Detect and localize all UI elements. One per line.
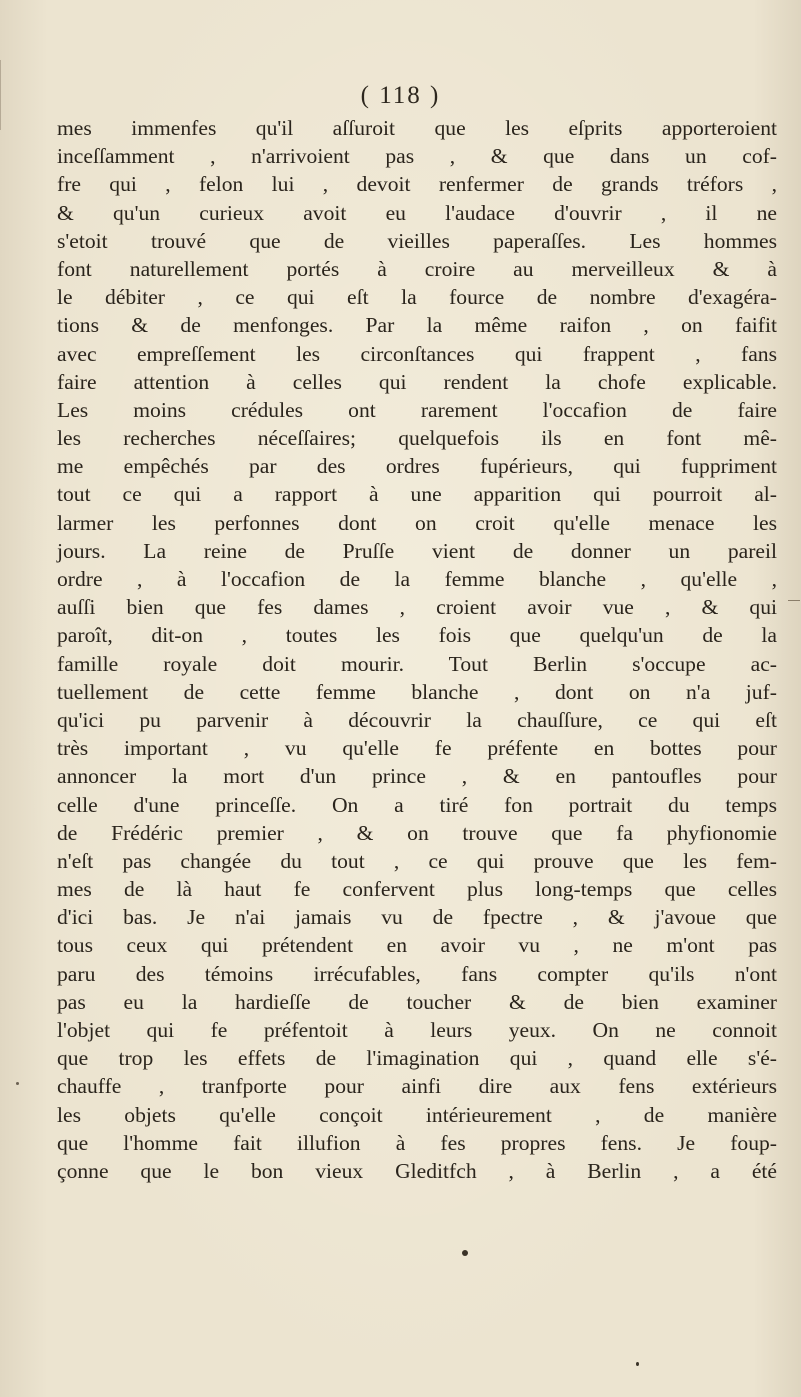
text-line: jours. La reine de Pruſſe vient de donner un pareil — [57, 538, 777, 563]
text-line: paroît, dit-on , toutes les fois que quelqu'un de la — [57, 623, 777, 648]
text-line: qu'ici pu parvenir à découvrir la chauſſure, ce qui eſt — [57, 707, 777, 732]
margin-mark — [0, 60, 1, 130]
text-line: chauffe , tranfporte pour ainfi dire aux fens extérieurs — [57, 1074, 777, 1099]
text-line: tout ce qui a rapport à une apparition qui pourroit al- — [57, 482, 777, 507]
text-line: pas eu la hardieſſe de toucher & de bien examiner — [57, 989, 777, 1014]
text-line: le débiter , ce qui eſt la fource de nombre d'exagéra- — [57, 285, 777, 310]
text-line: paru des témoins irrécufables, fans compter qu'ils n'ont — [57, 961, 777, 986]
text-line: s'etoit trouvé que de vieilles paperaſſes. Les hommes — [57, 228, 777, 253]
page-number: ( 118 ) — [360, 82, 441, 109]
margin-mark — [788, 600, 800, 601]
text-line: faire attention à celles qui rendent la chofe explicable. — [57, 369, 777, 394]
text-line: tous ceux qui prétendent en avoir vu , ne m'ont pas — [57, 933, 777, 958]
text-line: que l'homme fait illufion à fes propres fens. Je foup- — [57, 1130, 777, 1155]
text-line: & qu'un curieux avoit eu l'audace d'ouvrir , il ne — [57, 200, 777, 225]
text-line: que trop les effets de l'imagination qui , quand elle s'é- — [57, 1046, 777, 1071]
text-line: l'objet qui fe préfentoit à leurs yeux. On ne connoit — [57, 1018, 777, 1042]
text-line: larmer les perfonnes dont on croit qu'elle menace les — [57, 510, 777, 535]
text-line: mes de là haut fe confervent plus long-temps que celles — [57, 877, 777, 902]
text-line: avec empreſſement les circonſtances qui frappent , fans — [57, 341, 777, 366]
text-line: çonne que le bon vieux Gleditfch , à Berlin , a été — [57, 1158, 777, 1183]
text-line: famille royale doit mourir. Tout Berlin s'occupe ac- — [57, 651, 777, 676]
text-line: inceſſamment , n'arrivoient pas , & que dans un cof- — [57, 144, 777, 169]
text-line: fre qui , felon lui , devoit renfermer de grands tréfors , — [57, 172, 777, 197]
text-line: celle d'une princeſſe. On a tiré fon portrait du temps — [57, 792, 777, 817]
text-line: annoncer la mort d'un prince , & en pantoufles pour — [57, 764, 777, 789]
text-line: ordre , à l'occafion de la femme blanche , qu'elle , — [57, 567, 777, 591]
text-line: n'eſt pas changée du tout , ce qui prouve que les fem- — [57, 848, 777, 873]
text-line: les recherches néceſſaires; quelquefois ils en font mê- — [57, 426, 777, 451]
text-line: tions & de menfonges. Par la même raifon , on faifit — [57, 313, 777, 338]
text-line: mes immenfes qu'il aſſuroit que les eſprits apporteroient — [57, 116, 777, 140]
text-line: auſſi bien que fes dames , croient avoir vue , & qui — [57, 595, 777, 620]
page-body-text — [57, 114, 777, 1185]
text-line: me empêchés par des ordres fupérieurs, qui fuppriment — [57, 454, 777, 479]
ink-speck — [16, 1082, 19, 1085]
text-line: de Frédéric premier , & on trouve que fa phyfionomie — [57, 820, 777, 845]
ink-speck — [636, 1362, 639, 1366]
ink-speck — [462, 1250, 468, 1256]
text-line: Les moins crédules ont rarement l'occafion de faire — [57, 397, 777, 422]
text-line: d'ici bas. Je n'ai jamais vu de fpectre , & j'avoue que — [57, 905, 777, 930]
text-line: font naturellement portés à croire au merveilleux & à — [57, 256, 777, 281]
text-line: tuellement de cette femme blanche , dont on n'a juf- — [57, 679, 777, 704]
text-line: très important , vu qu'elle fe préfente en bottes pour — [57, 736, 777, 761]
text-line: les objets qu'elle conçoit intérieurement , de manière — [57, 1102, 777, 1127]
